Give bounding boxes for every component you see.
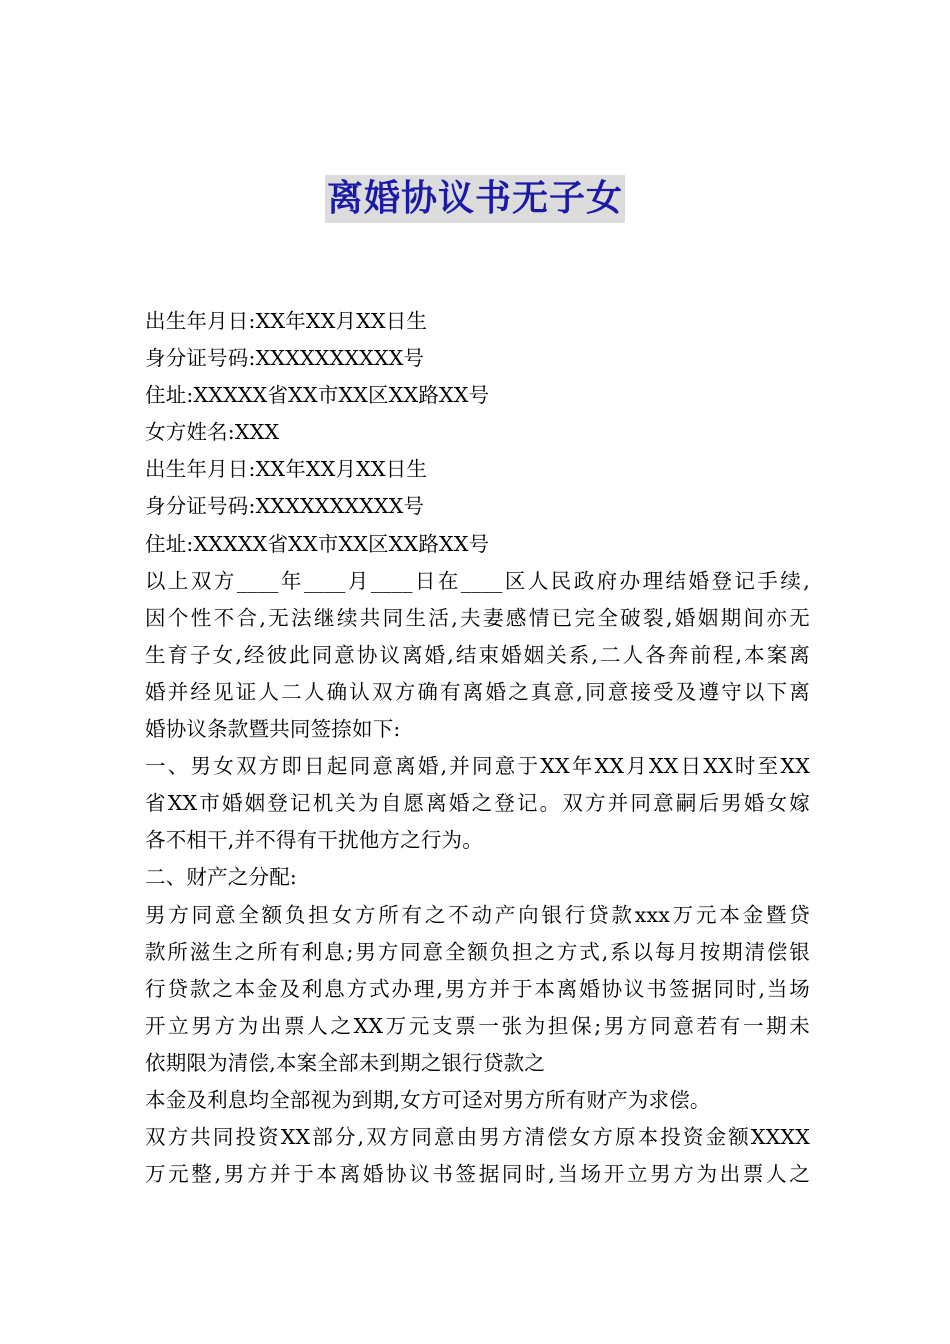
text-line: 二、财产之分配: — [145, 865, 298, 890]
text-line: 生育子女,经彼此同意协议离婚,结束婚姻关系,二人各奔前程,本案离 — [145, 642, 810, 667]
text-line: 行贷款之本金及利息方式办理,男方并于本离婚协议书签据同时,当场 — [145, 976, 810, 1001]
text-line: 本金及利息均全部视为到期,女方可迳对男方所有财产为求偿。 — [145, 1087, 711, 1112]
text-line: 身分证号码:XXXXXXXXXX号 — [145, 346, 425, 371]
text-line: 住址:XXXXX省XX市XX区XX路XX号 — [145, 531, 490, 556]
text-line: 女方姓名:XXX — [145, 420, 280, 445]
text-line: 婚协议条款暨共同签捺如下: — [145, 717, 401, 742]
text-line: 住址:XXXXX省XX市XX区XX路XX号 — [145, 383, 490, 408]
text-line: 省XX市婚姻登记机关为自愿离婚之登记。双方并同意嗣后男婚女嫁 — [145, 791, 810, 816]
text-line: 身分证号码:XXXXXXXXXX号 — [145, 494, 425, 519]
text-line: 双方共同投资XX部分,双方同意由男方清偿女方原本投资金额XXXX — [145, 1125, 810, 1150]
title-container — [0, 175, 950, 223]
text-line: 各不相干,并不得有干扰他方之行为。 — [145, 828, 483, 853]
text-line: 以上双方____年____月____日在____区人民政府办理结婚登记手续, — [145, 568, 810, 593]
document-title: 离婚协议书无子女 — [325, 175, 625, 223]
text-line: 款所滋生之所有利息;男方同意全额负担之方式,系以每月按期清偿银 — [145, 939, 810, 964]
text-line: 开立男方为出票人之XX万元支票一张为担保;男方同意若有一期未 — [145, 1013, 810, 1038]
text-line: 男方同意全额负担女方所有之不动产向银行贷款xxx万元本金暨贷 — [145, 902, 810, 927]
text-line: 出生年月日:XX年XX月XX日生 — [145, 457, 428, 482]
text-line: 因个性不合,无法继续共同生活,夫妻感情已完全破裂,婚姻期间亦无 — [145, 605, 810, 630]
text-line: 婚并经见证人二人确认双方确有离婚之真意,同意接受及遵守以下离 — [145, 679, 810, 704]
text-line: 万元整,男方并于本离婚协议书签据同时,当场开立男方为出票人之 — [145, 1162, 810, 1187]
text-line: 一、男女双方即日起同意离婚,并同意于XX年XX月XX日XX时至XX — [145, 754, 810, 779]
text-line: 出生年月日:XX年XX月XX日生 — [145, 309, 428, 333]
document-body — [145, 303, 810, 1193]
text-line: 依期限为清偿,本案全部未到期之银行贷款之 — [145, 1050, 546, 1075]
